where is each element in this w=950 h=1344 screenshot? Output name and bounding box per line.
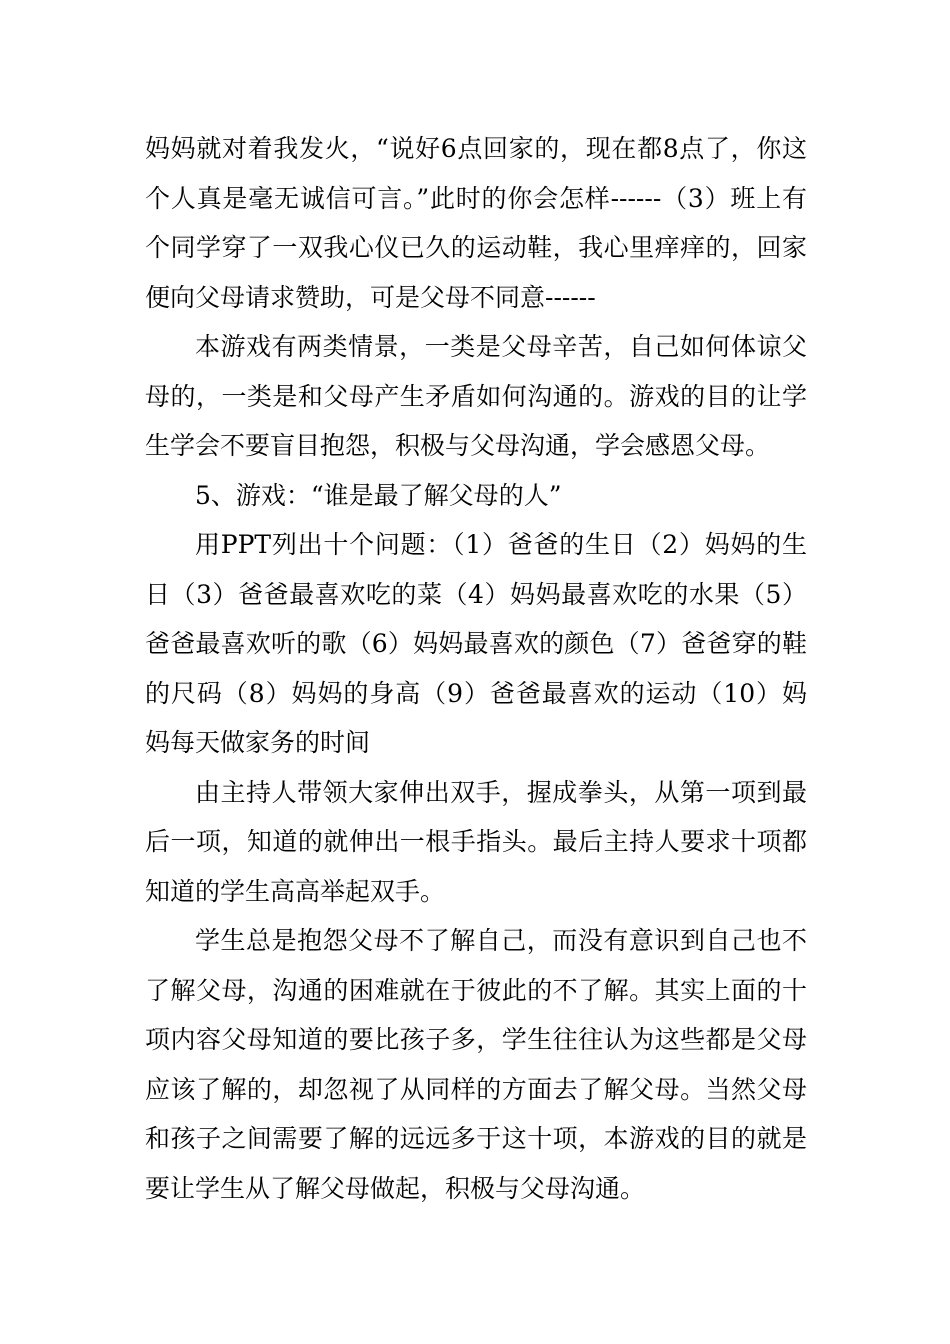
paragraph-ten-questions: 用PPT列出十个问题：（1）爸爸的生日（2）妈妈的生日（3）爸爸最喜欢吃的菜（4）妈妈最喜欢吃的水果（5）爸爸最喜欢听的歌（6）妈妈最喜欢的颜色（7）爸爸穿的鞋的尺码（8）妈妈的身高（9）爸爸最喜欢的运动（10）妈妈每天做家务的时间 bbox=[145, 530, 807, 757]
section-heading-game-5: 5、游戏：“谁是最了解父母的人” bbox=[195, 480, 562, 510]
document-page bbox=[145, 124, 807, 1213]
paragraph-game-scenarios: 本游戏有两类情景，一类是父母辛苦，自己如何体谅父母的，一类是和父母产生矛盾如何沟通的。游戏的目的让学生学会不要盲目抱怨，积极与父母沟通，学会感恩父母。 bbox=[145, 332, 807, 460]
paragraph-continuation: 妈妈就对着我发火，“说好6点回家的，现在都8点了，你这个人真是毫无诚信可言。”此时的你会怎样------（3）班上有个同学穿了一双我心仪已久的运动鞋，我心里痒痒的，回家便向父母请求赞助，可是父母不同意------ bbox=[145, 134, 807, 312]
paragraph-game-purpose: 学生总是抱怨父母不了解自己，而没有意识到自己也不了解父母，沟通的困难就在于彼此的不了解。其实上面的十项内容父母知道的要比孩子多，学生往往认为这些都是父母应该了解的，却忽视了从同样的方面去了解父母。当然父母和孩子之间需要了解的远远多于这十项，本游戏的目的就是要让学生从了解父母做起，积极与父母沟通。 bbox=[145, 926, 807, 1203]
paragraph-host-instructions: 由主持人带领大家伸出双手，握成拳头，从第一项到最后一项，知道的就伸出一根手指头。最后主持人要求十项都知道的学生高高举起双手。 bbox=[145, 777, 807, 906]
